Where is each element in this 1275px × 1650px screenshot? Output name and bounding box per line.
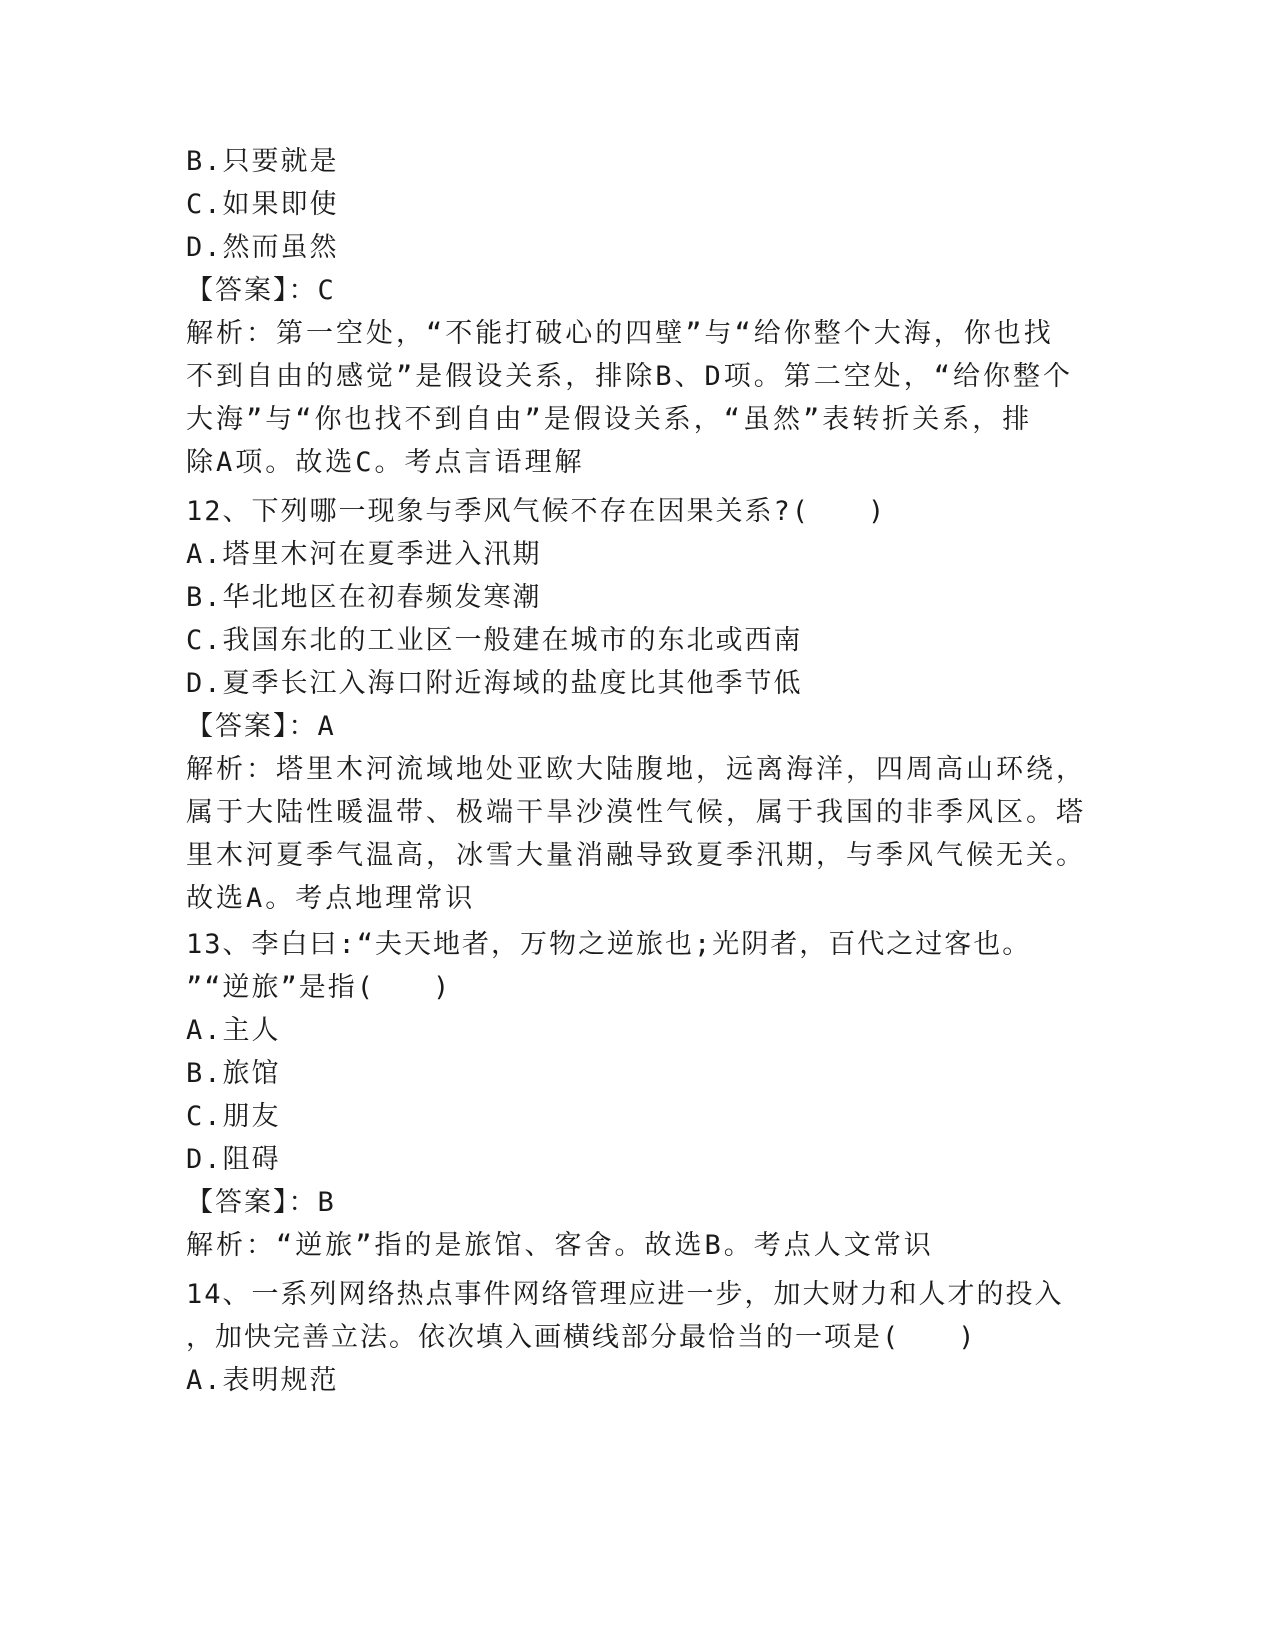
analysis-line: 不到自由的感觉”是假设关系，排除B、D项。第二空处，“给你整个 [186,361,1074,392]
prev-question [186,140,1076,484]
answer: 【答案】：B [186,1187,336,1218]
analysis [186,748,1086,920]
analysis-line: 除A项。故选C。考点言语理解 [186,447,585,478]
option-b: B.华北地区在初春频发寒潮 [186,582,542,613]
question-stem: ，加快完善立法。依次填入画横线部分最恰当的一项是( ) [186,1322,977,1353]
option-d: D.夏季长江入海口附近海域的盐度比其他季节低 [186,668,803,699]
analysis-line: 解析：第一空处，“不能打破心的四壁”与“给你整个大海，你也找 [186,318,1054,349]
option-a: A.主人 [186,1015,281,1046]
question-13 [186,923,1076,1267]
question-14 [186,1273,1076,1402]
analysis-line: 解析：“逆旅”指的是旅馆、客舍。故选B。考点人文常识 [186,1230,934,1261]
analysis-line: 解析：塔里木河流域地处亚欧大陆腹地，远离海洋，四周高山环绕， [186,754,1086,785]
answer: 【答案】：C [186,275,336,306]
answer: 【答案】：A [186,711,336,742]
analysis-line: 属于大陆性暖温带、极端干旱沙漠性气候，属于我国的非季风区。塔 [186,797,1086,828]
question-stem: 14、一系列网络热点事件网络管理应进一步，加大财力和人才的投入 [186,1279,1064,1310]
option-d: D.阻碍 [186,1144,281,1175]
option-c: C.朋友 [186,1101,281,1132]
analysis-line: 里木河夏季气温高，冰雪大量消融导致夏季汛期，与季风气候无关。 [186,840,1086,871]
question-stem: 13、李白曰:“夫天地者，万物之逆旅也;光阴者，百代之过客也。 [186,929,1032,960]
option-b: B.只要就是 [186,146,339,177]
option-a: A.表明规范 [186,1365,339,1396]
analysis [186,1224,1076,1267]
analysis-line: 故选A。考点地理常识 [186,883,476,914]
option-b: B.旅馆 [186,1058,281,1089]
question-12 [186,490,1086,920]
question-stem: ”“逆旅”是指( ) [186,972,452,1003]
option-d: D.然而虽然 [186,232,339,263]
option-a: A.塔里木河在夏季进入汛期 [186,539,542,570]
question-stem: 12、下列哪一现象与季风气候不存在因果关系?( ) [186,496,887,527]
option-c: C.如果即使 [186,189,339,220]
analysis [186,312,1076,484]
analysis-line: 大海”与“你也找不到自由”是假设关系，“虽然”表转折关系，排 [186,404,1033,435]
option-c: C.我国东北的工业区一般建在城市的东北或西南 [186,625,803,656]
